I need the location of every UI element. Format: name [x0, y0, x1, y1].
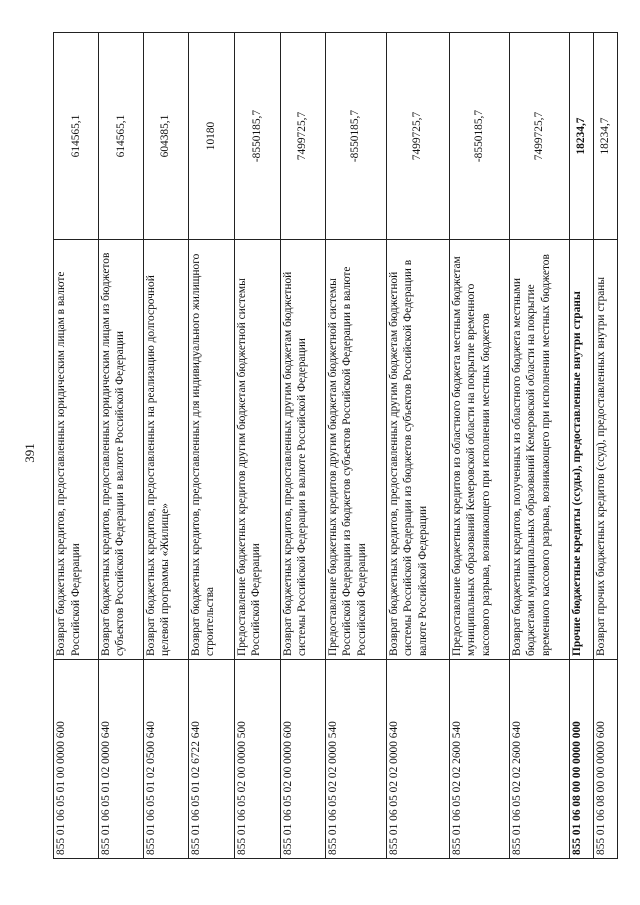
row-description: Возврат бюджетных кредитов, предоставленных другим бюджетам бюджетной системы Российской Федерации в валюте Российской Федерации [280, 240, 325, 660]
row-description: Прочие бюджетные кредиты (ссуды), предоставленные внутри страны [569, 240, 593, 660]
budget-code: 855 01 06 05 02 00 0000 500 [234, 660, 280, 859]
budget-credits-table [53, 32, 618, 859]
row-description: Предоставление бюджетных кредитов из областного бюджета местным бюджетам муниципальных образований Кемеровской области на покрытие временного кассового разрыва, возникающего при исполнении местных бюджетов [449, 240, 509, 660]
row-description: Возврат бюджетных кредитов, полученных из областного бюджета местными бюджетами муниципальных образований Кемеровской области на покрытие временного кассового разрыва, возникающего при исполнении местных бюджетов [509, 240, 569, 660]
row-description: Предоставление бюджетных кредитов другим бюджетам бюджетной системы Российской Федерации [234, 240, 280, 660]
row-amount: 7499725,7 [386, 33, 449, 240]
budget-code: 855 01 06 08 00 00 0000 000 [569, 660, 593, 859]
budget-code: 855 01 06 05 02 02 2600 540 [449, 660, 509, 859]
table-row [569, 33, 593, 859]
row-amount: 7499725,7 [280, 33, 325, 240]
table-row [143, 33, 188, 859]
row-description: Предоставление бюджетных кредитов другим бюджетам бюджетной системы Российской Федерации из бюджетов субъектов Российской Федерации в валюте Российской Федерации [325, 240, 386, 660]
table-row [449, 33, 509, 859]
table-row [54, 33, 99, 859]
row-amount: -8550185,7 [234, 33, 280, 240]
table-row [325, 33, 386, 859]
budget-code: 855 01 06 05 02 02 0000 640 [386, 660, 449, 859]
row-description: Возврат бюджетных кредитов, предоставленных юридическим лицам в валюте Российской Федерации [54, 240, 99, 660]
row-description: Возврат бюджетных кредитов, предоставленных другим бюджетам бюджетной системы Российской Федерации из бюджетов субъектов Российской Федерации в валюте Российской Федерации [386, 240, 449, 660]
table-row [234, 33, 280, 859]
table-body [54, 33, 618, 859]
table-row [386, 33, 449, 859]
budget-code: 855 01 06 05 02 02 2600 640 [509, 660, 569, 859]
budget-code: 855 01 06 05 01 02 6722 640 [188, 660, 234, 859]
row-description: Возврат прочих бюджетных кредитов (ссуд), предоставленных внутри страны [593, 240, 617, 660]
row-amount: 604385,1 [143, 33, 188, 240]
row-description: Возврат бюджетных кредитов, предоставленных для индивидуального жилищного строительства [188, 240, 234, 660]
table-row [509, 33, 569, 859]
table-row [280, 33, 325, 859]
table-row [188, 33, 234, 859]
budget-code: 855 01 06 05 02 00 0000 600 [280, 660, 325, 859]
row-amount: -8550185,7 [449, 33, 509, 240]
row-amount: 7499725,7 [509, 33, 569, 240]
row-amount: 10180 [188, 33, 234, 240]
row-amount: 614565,1 [54, 33, 99, 240]
budget-code: 855 01 06 08 00 00 0000 600 [593, 660, 617, 859]
page-number: 391 [22, 443, 37, 463]
budget-code: 855 01 06 05 01 00 0000 600 [54, 660, 99, 859]
row-amount: 18234,7 [569, 33, 593, 240]
row-description: Возврат бюджетных кредитов, предоставленных юридическим лицам из бюджетов субъектов Российской Федерации в валюте Российской Федерации [98, 240, 143, 660]
budget-code: 855 01 06 05 01 02 0000 640 [98, 660, 143, 859]
rotated-page-content [53, 33, 618, 859]
budget-code: 855 01 06 05 01 02 0500 640 [143, 660, 188, 859]
table-row [593, 33, 617, 859]
budget-code: 855 01 06 05 02 02 0000 540 [325, 660, 386, 859]
row-amount: 18234,7 [593, 33, 617, 240]
table-row [98, 33, 143, 859]
row-amount: 614565,1 [98, 33, 143, 240]
row-description: Возврат бюджетных кредитов, предоставленных на реализацию долгосрочной целевой программы «Жилище» [143, 240, 188, 660]
row-amount: -8550185,7 [325, 33, 386, 240]
